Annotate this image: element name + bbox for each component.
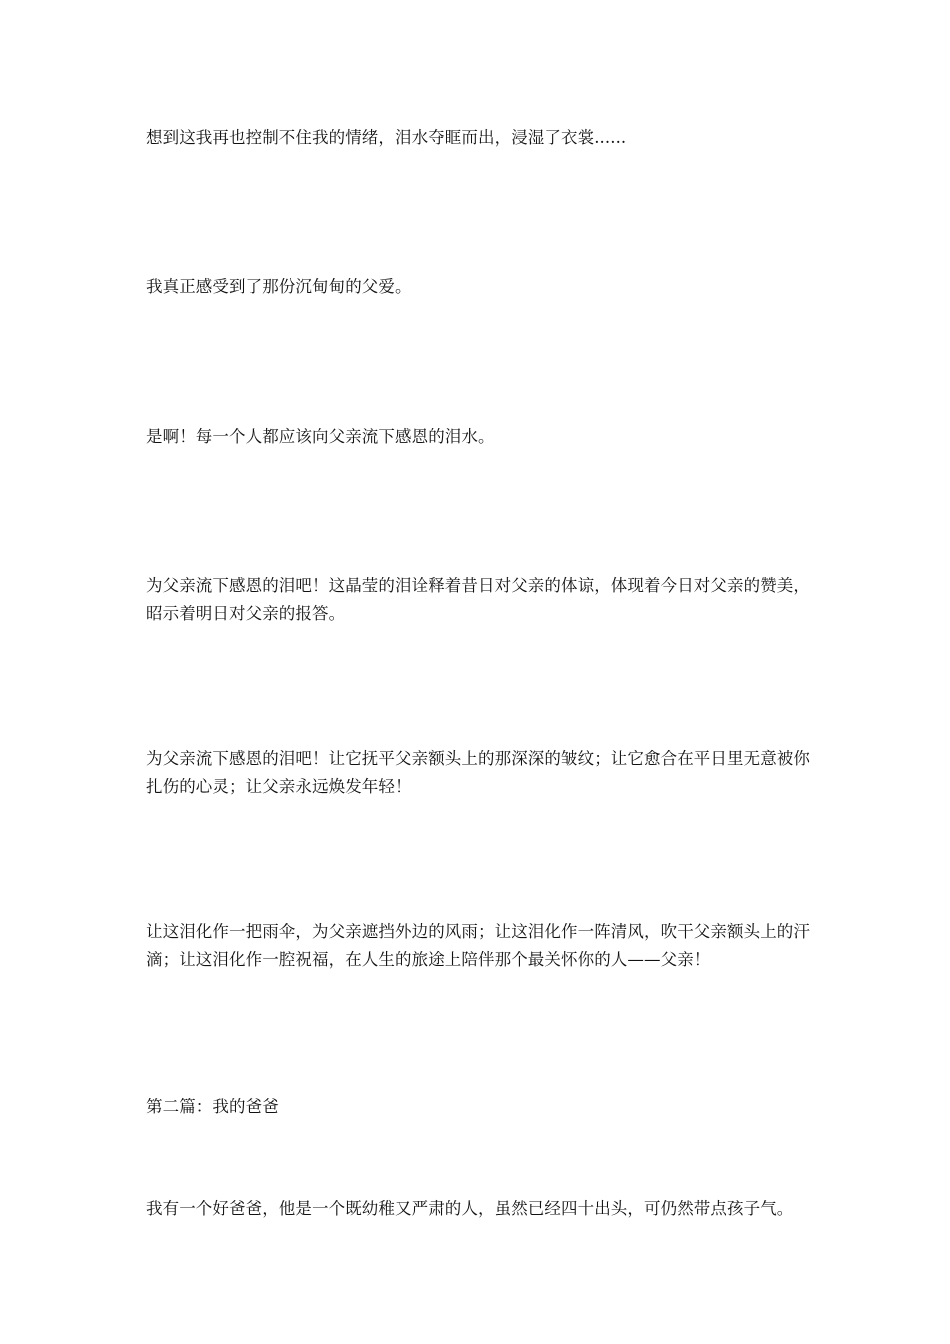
section-heading-second-essay: 第二篇：我的爸爸 <box>146 1097 279 1116</box>
paragraph-grateful-tears: 是啊！每一个人都应该向父亲流下感恩的泪水。 <box>146 427 495 446</box>
paragraph-smooth-wrinkles: 为父亲流下感恩的泪吧！让它抚平父亲额头上的那深深的皱纹；让它愈合在平日里无意被你扎伤的心灵；让父亲永远焕发年轻！ <box>146 749 810 796</box>
paragraph-tears-burst: 想到这我再也控制不住我的情绪，泪水夺眶而出，浸湿了衣裳...... <box>146 128 627 147</box>
paragraph-fatherly-love: 我真正感受到了那份沉甸甸的父爱。 <box>146 277 412 296</box>
paragraph-my-dad-intro: 我有一个好爸爸，他是一个既幼稚又严肃的人，虽然已经四十出头，可仍然带点孩子气。 <box>146 1199 794 1218</box>
paragraph-crystal-tears: 为父亲流下感恩的泪吧！这晶莹的泪诠释着昔日对父亲的体谅，体现着今日对父亲的赞美，昭示着明日对父亲的报答。 <box>146 576 810 623</box>
paragraph-umbrella-breeze: 让这泪化作一把雨伞，为父亲遮挡外边的风雨；让这泪化作一阵清风，吹干父亲额头上的汗滴；让这泪化作一腔祝福，在人生的旅途上陪伴那个最关怀你的人——父亲！ <box>146 922 810 969</box>
